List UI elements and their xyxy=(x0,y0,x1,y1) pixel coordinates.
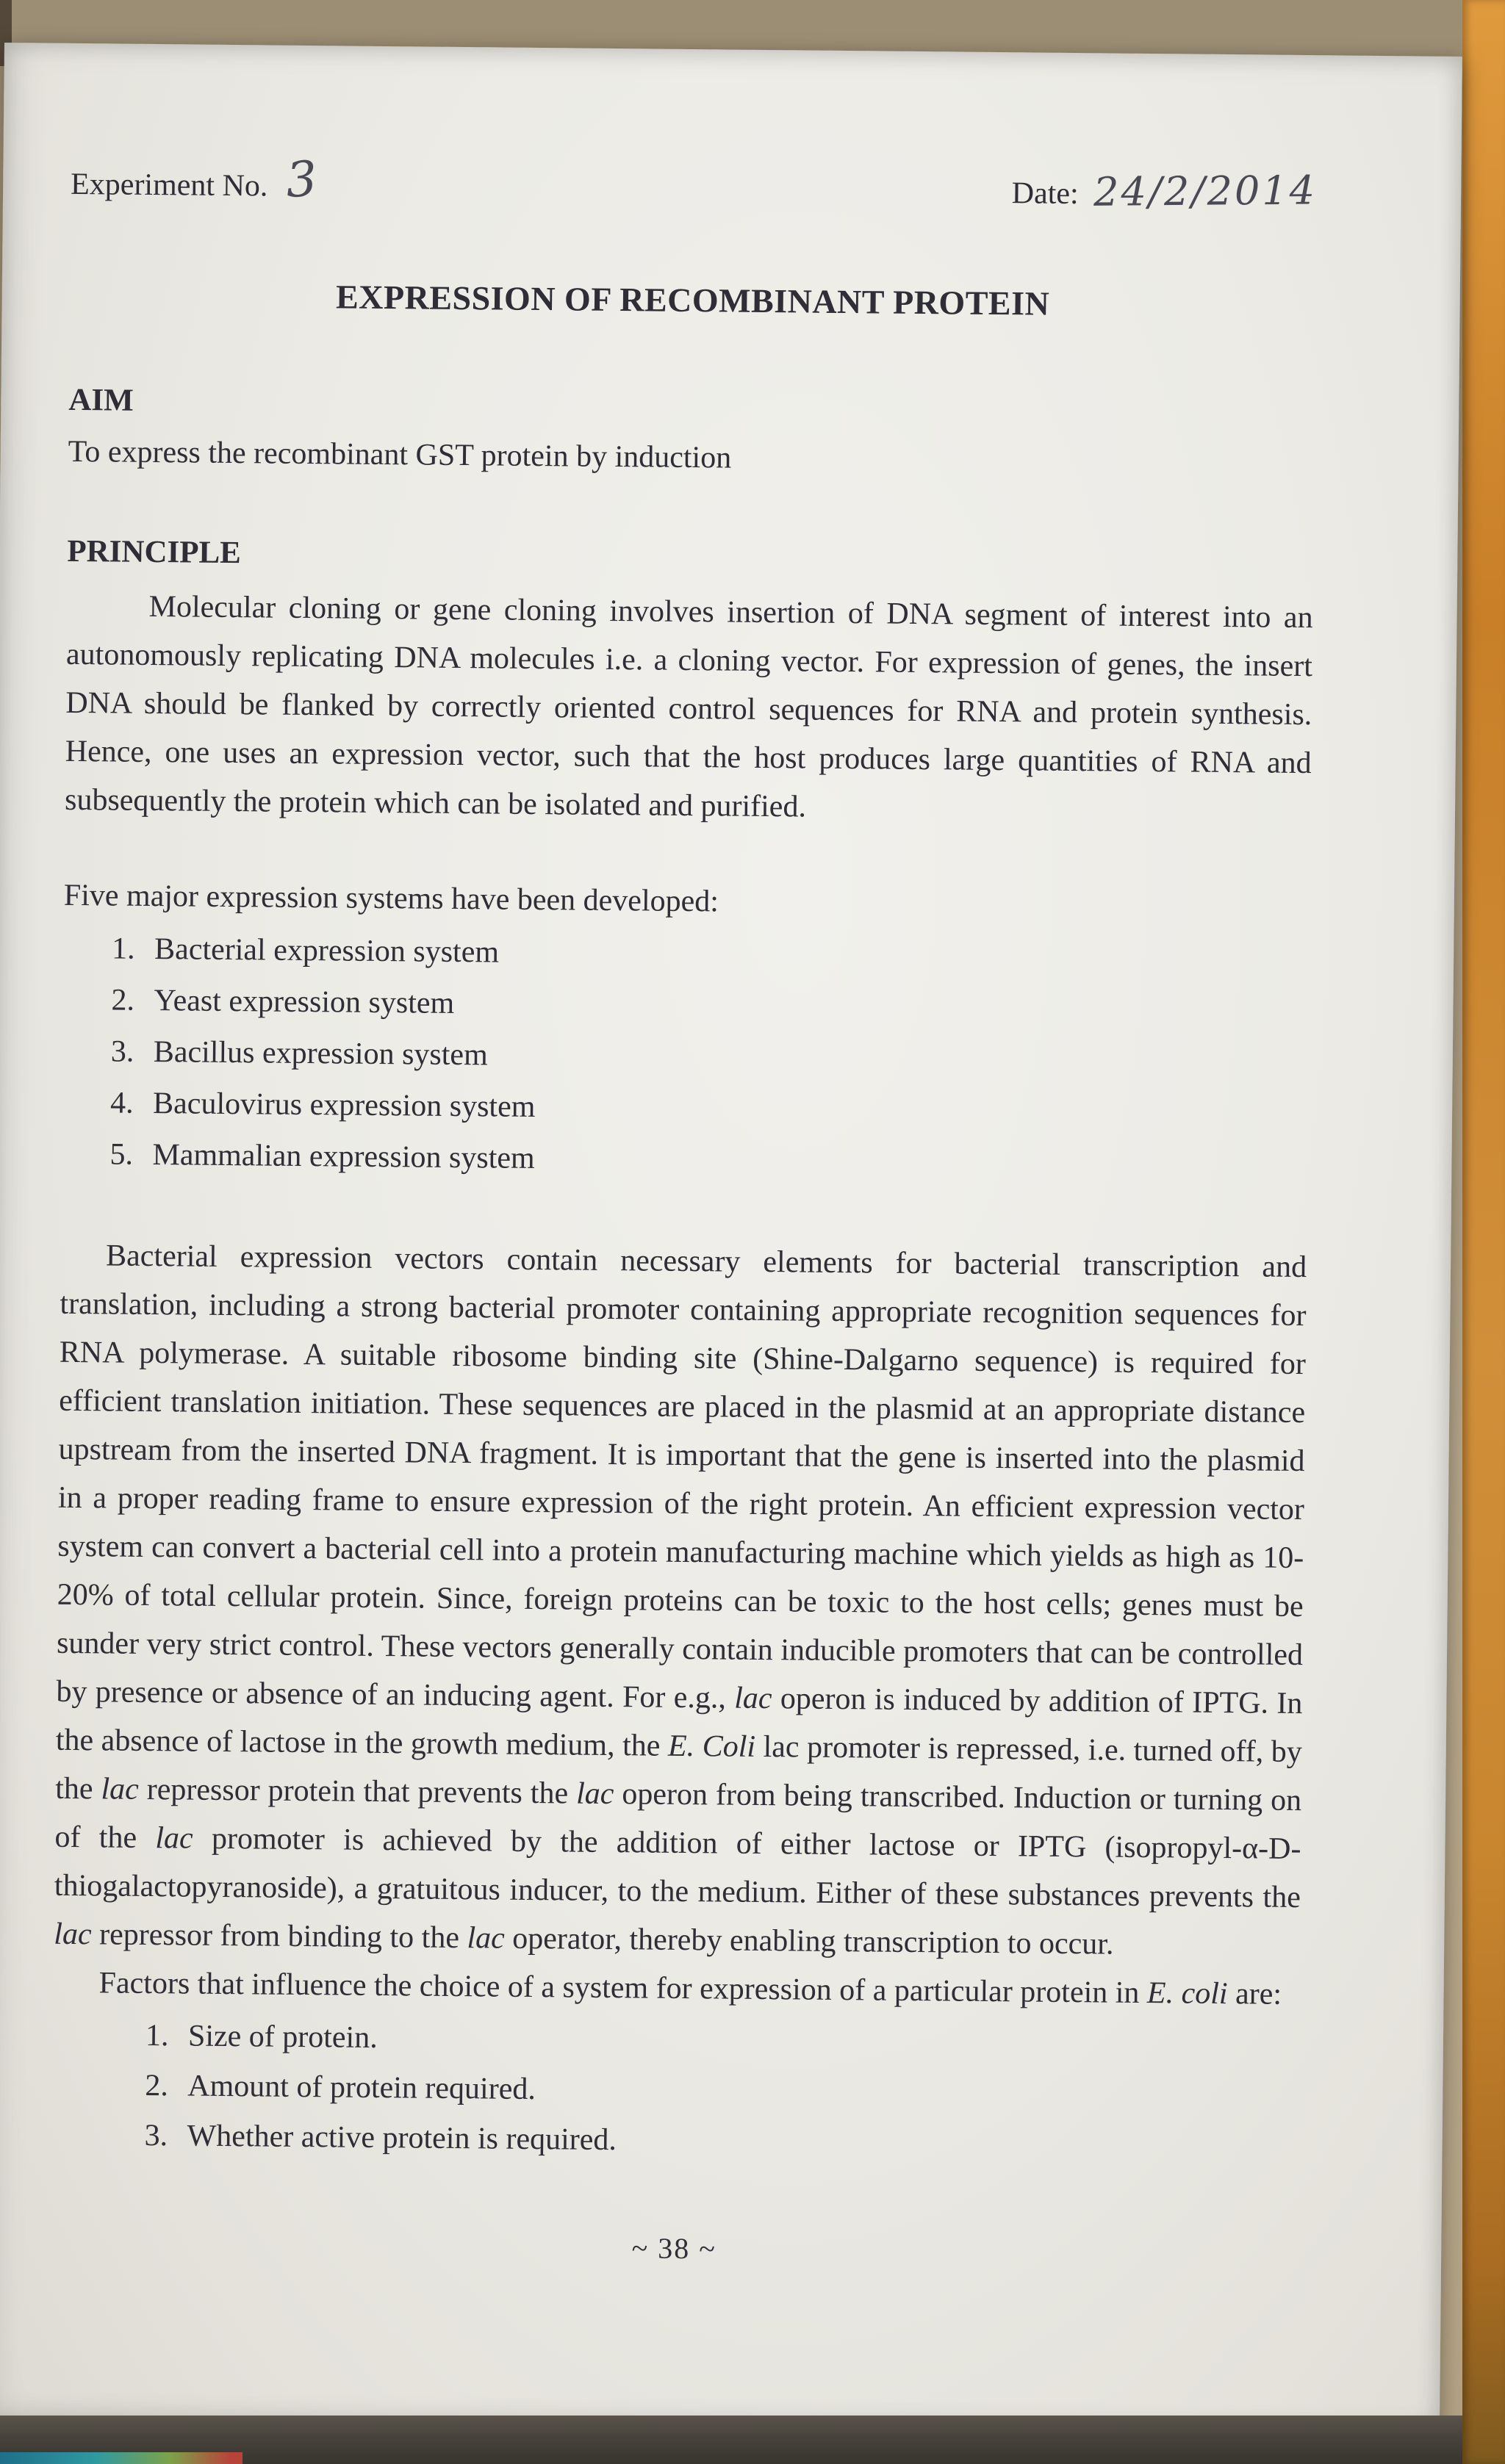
date-block xyxy=(1011,169,1317,220)
page-content xyxy=(0,43,1462,2437)
list-text: Yeast expression system xyxy=(154,984,455,1020)
text-run: are: xyxy=(1227,1977,1282,2011)
italic-term: lac xyxy=(155,1821,193,1856)
text-run: operon from being transcribed. Induction or turning on of the xyxy=(54,1777,1302,1856)
italic-term: lac xyxy=(54,1917,92,1952)
list-number: 3. xyxy=(144,2118,168,2153)
text-run: Factors that influence the choice of a system for expression of a particular protein in xyxy=(98,1966,1148,2011)
list-text: Amount of protein required. xyxy=(187,2069,536,2107)
date-label: Date: xyxy=(1011,176,1079,212)
systems-intro: Five major expression systems have been developed: xyxy=(63,878,719,919)
document-page xyxy=(0,43,1462,2437)
page-header xyxy=(70,150,1318,220)
list-number: 2. xyxy=(111,983,135,1017)
principle-paragraph-2 xyxy=(54,1231,1307,1970)
aim-text: To express the recombinant GST protein by induction xyxy=(68,434,732,475)
principle-paragraph-1: Molecular cloning or gene cloning involves insertion of DNA segment of interest into an autonomously replicating DNA molecules i.e. a cloning vector. For expression of genes, the insert DNA should be flanked by correctly oriented control sequences for RNA and protein synthesis. Hence, one uses an expression vector, such that the host produces large quantities of RNA and subsequently the protein which can be isolated and purified. xyxy=(64,589,1313,824)
italic-term: lac xyxy=(734,1681,772,1716)
list-number: 4. xyxy=(109,1086,134,1120)
factors-list xyxy=(51,2010,1299,2172)
text-run: repressor from binding to the xyxy=(91,1917,467,1956)
list-number: 3. xyxy=(110,1034,134,1069)
italic-term: lac xyxy=(575,1776,614,1812)
list-text: Bacillus expression system xyxy=(153,1035,488,1073)
principle-heading: PRINCIPLE xyxy=(67,533,242,571)
list-text: Baculovirus expression system xyxy=(152,1087,536,1124)
text-run: lac promoter is repressed, i.e. turned off, by the xyxy=(54,1729,1302,1806)
list-number: 1. xyxy=(145,2018,169,2053)
text-run: Bacterial expression vectors contain necessary elements for bacterial transcription and translation, including a strong bacterial promoter containing appropriate recognition sequences for RNA polymerase. A suitable ribosome binding site (Shine-Dalgarno sequence) is required for efficient translation initiation. These sequences are placed in the plasmid at an appropriate distance upstream from the inserted DNA fragment. It is important that the gene is inserted into the plasmid in a proper reading frame to ensure expression of the right protein. An efficient expression vector system can convert a bacterial cell into a protein manufacturing machine which yields as high as 10-20% of total cellular protein. Since, foreign proteins can be toxic to the host cells; genes must be sunder very strict control. These vectors generally contain inducible promoters that can be controlled by presence or absence of an inducing agent. For e.g., xyxy=(56,1239,1307,1715)
text-run: operator, thereby enabling transcription to occur. xyxy=(504,1921,1114,1962)
list-text: Size of protein. xyxy=(187,2019,378,2055)
list-number: 2. xyxy=(145,2068,169,2103)
italic-term: lac xyxy=(101,1772,140,1806)
italic-term: E. Coli xyxy=(667,1729,756,1764)
list-item xyxy=(144,2111,1299,2172)
text-run: operon is induced by addition of IPTG. In the absence of lactose in the growth medium, the xyxy=(55,1682,1303,1763)
list-number: 1. xyxy=(111,932,135,966)
aim-heading: AIM xyxy=(68,382,134,418)
italic-term: lac xyxy=(467,1921,505,1956)
page-number: ~ 38 ~ xyxy=(631,2231,717,2266)
desk-bottom-colored-strip xyxy=(0,2452,243,2464)
book-cover-edge xyxy=(1462,0,1505,2464)
list-text: Mammalian expression system xyxy=(152,1138,535,1175)
list-text: Whether active protein is required. xyxy=(187,2119,617,2158)
text-run: promoter is achieved by the addition of either lactose or IPTG (isopropyl-α-D-thiogalactopyranoside), a gratuitous inducer, to the medium. Either of these substances prevents the xyxy=(54,1821,1301,1915)
list-number: 5. xyxy=(109,1137,134,1172)
page-title: EXPRESSION OF RECOMBINANT PROTEIN xyxy=(335,278,1050,323)
italic-term: E. coli xyxy=(1146,1976,1228,2011)
systems-list xyxy=(61,923,1310,1192)
text-run: repressor protein that prevents the xyxy=(138,1772,577,1811)
experiment-number-block xyxy=(70,150,319,211)
experiment-number-handwritten: 3 xyxy=(284,150,319,209)
experiment-label: Experiment No. xyxy=(70,167,268,203)
list-text: Bacterial expression system xyxy=(154,932,500,970)
date-value-handwritten: 24/2/2014 xyxy=(1093,167,1318,215)
list-item xyxy=(109,1128,1308,1192)
